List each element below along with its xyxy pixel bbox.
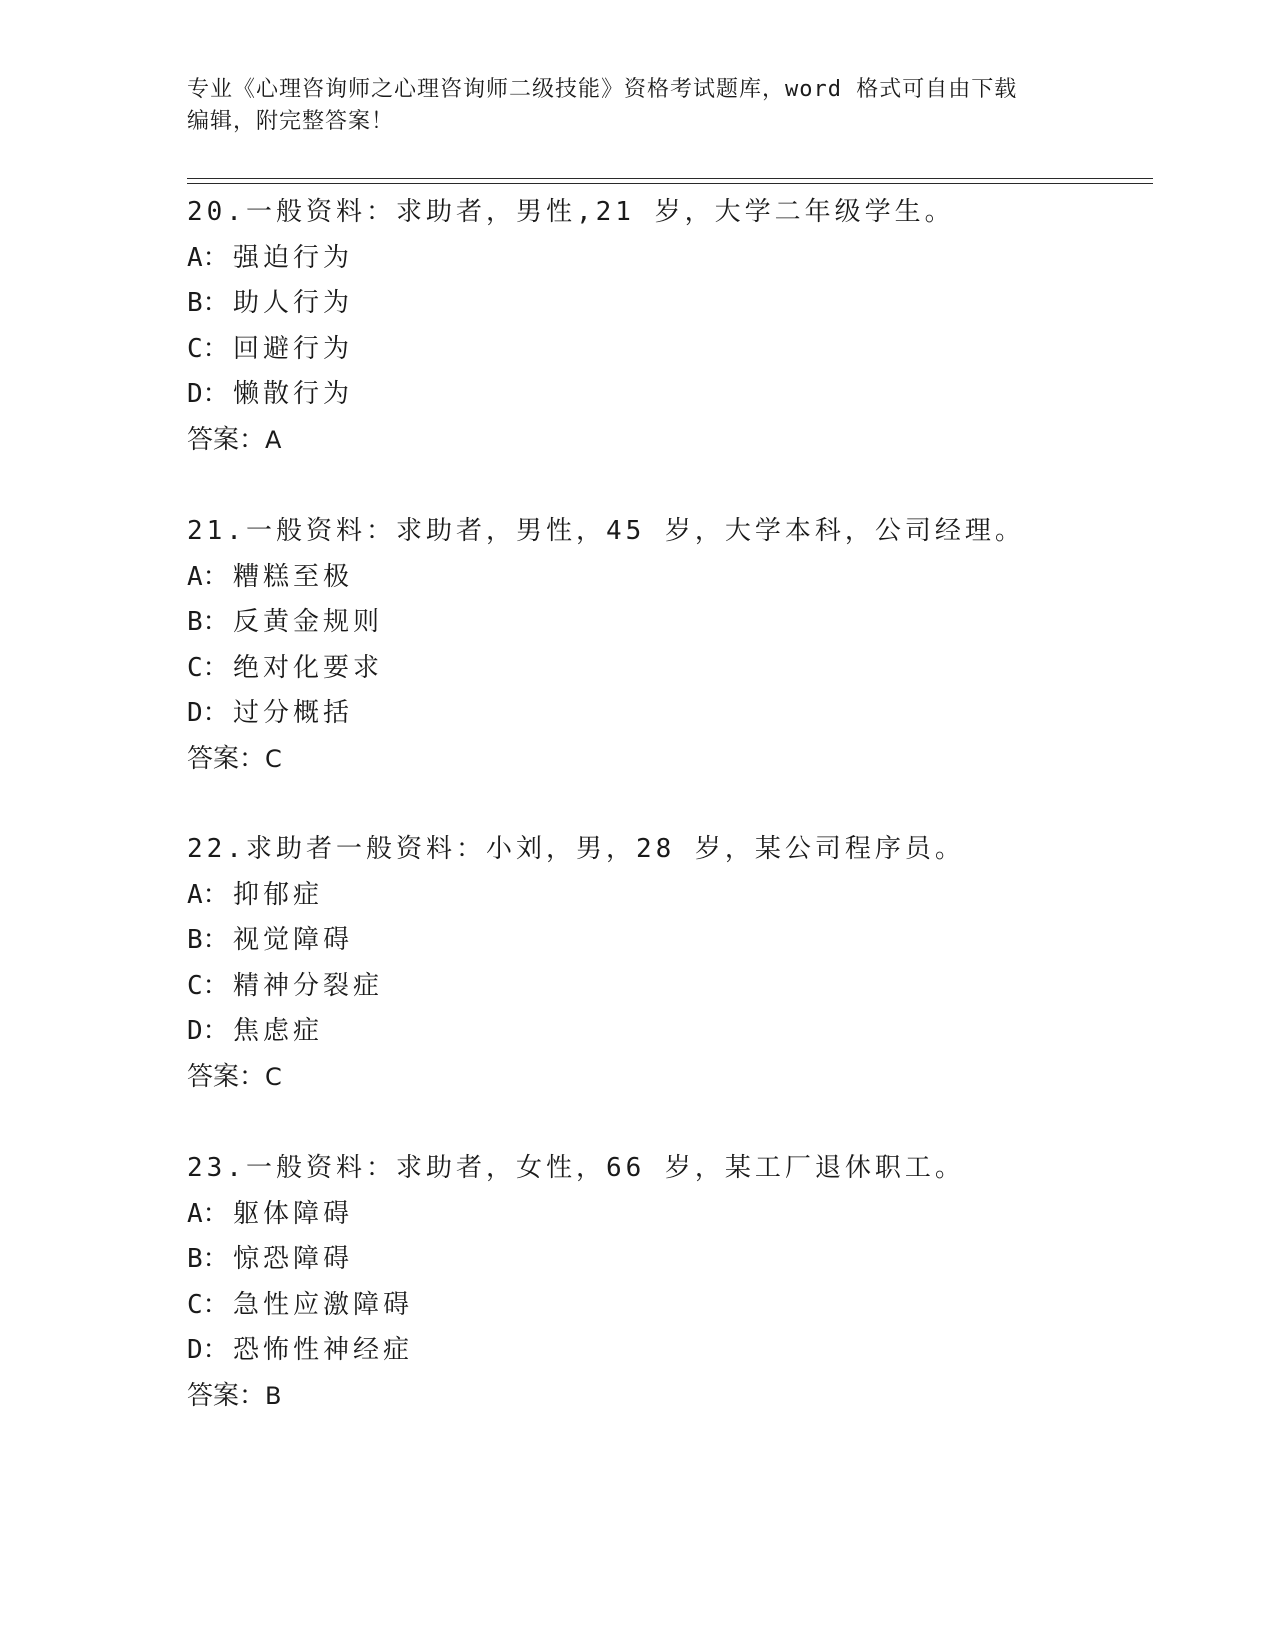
answer-line [187, 418, 1147, 464]
option-key: D： [187, 1335, 229, 1366]
option-b [187, 1237, 1147, 1283]
option-text: 过分概括 [233, 698, 354, 729]
option-key: A： [187, 1198, 229, 1229]
option-d [187, 691, 1147, 737]
answer-value: C [265, 744, 282, 773]
option-d [187, 1328, 1147, 1374]
question-block [187, 1146, 1147, 1420]
question-block [187, 190, 1147, 464]
option-c [187, 964, 1147, 1010]
answer-label: 答案： [187, 1061, 266, 1092]
option-text: 焦虑症 [233, 1016, 324, 1047]
option-key: C： [187, 652, 229, 683]
option-b [187, 281, 1147, 327]
answer-label: 答案： [187, 743, 266, 774]
header-divider-bottom [187, 183, 1153, 184]
option-text: 回避行为 [233, 333, 354, 364]
question-block [187, 509, 1147, 783]
option-key: D： [187, 1016, 229, 1047]
option-key: A： [187, 879, 229, 910]
question-stem: 23.一般资料：求助者，女性，66 岁，某工厂退休职工。 [187, 1153, 965, 1183]
answer-label: 答案： [187, 424, 266, 455]
option-a [187, 555, 1147, 601]
option-text: 精神分裂症 [233, 970, 384, 1001]
option-c [187, 646, 1147, 692]
question-stem: 21.一般资料：求助者，男性，45 岁，大学本科，公司经理。 [187, 516, 1025, 546]
option-a [187, 236, 1147, 282]
option-key: B： [187, 925, 229, 956]
option-text: 糟糕至极 [233, 561, 354, 592]
document-header [187, 74, 1067, 138]
answer-value: B [265, 1381, 282, 1410]
question-block [187, 827, 1147, 1101]
answer-label: 答案： [187, 1380, 266, 1411]
answer-value: A [265, 425, 282, 454]
option-key: C： [187, 970, 229, 1001]
option-key: A： [187, 242, 229, 273]
option-key: D： [187, 698, 229, 729]
option-key: C： [187, 333, 229, 364]
option-key: B： [187, 1244, 229, 1275]
option-a [187, 1192, 1147, 1238]
option-text: 懒散行为 [233, 379, 354, 410]
option-a [187, 873, 1147, 919]
option-text: 惊恐障碍 [233, 1244, 354, 1275]
option-text: 恐怖性神经症 [233, 1335, 414, 1366]
option-text: 抑郁症 [233, 879, 324, 910]
option-key: D： [187, 379, 229, 410]
option-text: 视觉障碍 [233, 925, 354, 956]
header-line-1: 专业《心理咨询师之心理咨询师二级技能》资格考试题库，word 格式可自由下载 [187, 77, 1018, 102]
header-line-2: 编辑，附完整答案！ [187, 109, 395, 134]
option-text: 助人行为 [233, 288, 354, 319]
option-text: 急性应激障碍 [233, 1289, 414, 1320]
option-d [187, 1009, 1147, 1055]
answer-line [187, 737, 1147, 783]
option-key: A： [187, 561, 229, 592]
option-key: C： [187, 1289, 229, 1320]
header-divider-top [187, 178, 1153, 179]
option-d [187, 372, 1147, 418]
option-text: 强迫行为 [233, 242, 354, 273]
question-stem: 22.求助者一般资料：小刘，男，28 岁，某公司程序员。 [187, 834, 965, 864]
option-b [187, 918, 1147, 964]
option-b [187, 600, 1147, 646]
answer-line [187, 1374, 1147, 1420]
question-stem: 20.一般资料：求助者，男性,21 岁，大学二年级学生。 [187, 197, 955, 227]
option-key: B： [187, 607, 229, 638]
option-text: 绝对化要求 [233, 652, 384, 683]
option-key: B： [187, 288, 229, 319]
answer-line [187, 1055, 1147, 1101]
answer-value: C [265, 1062, 282, 1091]
option-c [187, 1283, 1147, 1329]
option-text: 反黄金规则 [233, 607, 384, 638]
option-text: 躯体障碍 [233, 1198, 354, 1229]
option-c [187, 327, 1147, 373]
